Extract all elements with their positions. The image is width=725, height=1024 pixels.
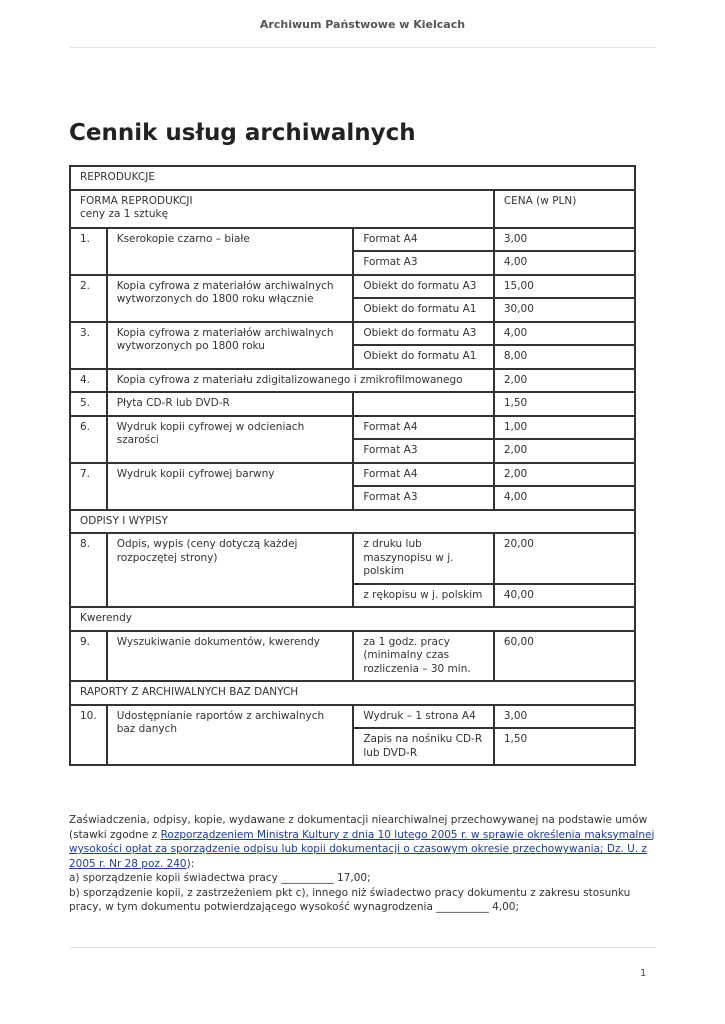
footer-divider	[70, 947, 656, 948]
row-price: 1,00	[494, 416, 635, 440]
document-header: Archiwum Państwowe w Kielcach	[259, 18, 466, 31]
row-description: Płyta CD-R lub DVD-R	[107, 392, 354, 416]
row-option: Obiekt do formatu A3	[353, 275, 494, 299]
section-row	[70, 166, 635, 190]
section-row	[70, 510, 635, 534]
row-option: Obiekt do formatu A1	[353, 298, 494, 322]
table-row	[70, 228, 635, 252]
header-forma-sublabel: ceny za 1 sztukę	[80, 208, 169, 220]
table-row	[70, 275, 635, 299]
section-heading-raporty: RAPORTY Z ARCHIWALNYCH BAZ DANYCH	[70, 681, 635, 705]
row-price: 40,00	[494, 584, 635, 608]
row-number: 4.	[70, 369, 107, 393]
row-description: Wydruk kopii cyfrowej barwny	[107, 463, 354, 510]
table-row	[70, 705, 635, 729]
row-option: Obiekt do formatu A1	[353, 345, 494, 369]
table-header-row	[70, 190, 635, 228]
row-price: 3,00	[494, 705, 635, 729]
row-option: Format A3	[353, 251, 494, 275]
row-option: Obiekt do formatu A3	[353, 322, 494, 346]
page-title: Cennik usług archiwalnych	[69, 120, 416, 146]
row-number: 2.	[70, 275, 107, 322]
row-price: 60,00	[494, 631, 635, 682]
row-price: 1,50	[494, 728, 635, 765]
row-option-empty	[353, 392, 494, 416]
header-cell-forma	[70, 190, 494, 228]
table-row	[70, 369, 635, 393]
row-price: 2,00	[494, 439, 635, 463]
row-option: z druku lub maszynopisu w j. polskim	[353, 533, 494, 584]
header-divider	[70, 47, 656, 48]
section-heading-kwerendy: Kwerendy	[70, 607, 635, 631]
row-number: 5.	[70, 392, 107, 416]
row-description: Udostępnianie raportów z archiwalnych baz danych	[107, 705, 354, 766]
header-cell-cena: CENA (w PLN)	[494, 190, 635, 228]
row-number: 10.	[70, 705, 107, 766]
row-price: 2,00	[494, 463, 635, 487]
note-after-link: ):	[186, 857, 195, 870]
row-description: Kopia cyfrowa z materiałów archiwalnych wytworzonych do 1800 roku włącznie	[107, 275, 354, 322]
row-number: 3.	[70, 322, 107, 369]
table-row	[70, 533, 635, 584]
header-forma-label: FORMA REPRODUKCJI	[80, 194, 193, 207]
note-intro: Zaświadczenia, odpisy, kopie, wydawane z dokumentacji niearchiwalnej przechowywanej na podstawie umów (stawki zgodne z	[69, 814, 648, 841]
row-option: Zapis na nośniku CD-R lub DVD-R	[353, 728, 494, 765]
row-number: 1.	[70, 228, 107, 275]
row-number: 9.	[70, 631, 107, 682]
note-item-b: b) sporządzenie kopii, z zastrzeżeniem pkt c), innego niż świadectwo pracy dokumentu z zakresu stosunku pracy, w tym dokumentu potwierdzającego wysokość wynagrodzenia __________ 4,00;	[69, 886, 631, 913]
row-option: Format A4	[353, 463, 494, 487]
table-row	[70, 631, 635, 682]
row-option: Format A4	[353, 228, 494, 252]
row-price: 3,00	[494, 228, 635, 252]
footnote-paragraph	[69, 813, 657, 915]
table-row	[70, 392, 635, 416]
row-price: 4,00	[494, 251, 635, 275]
row-price: 8,00	[494, 345, 635, 369]
row-option: Format A3	[353, 486, 494, 510]
row-option: z rękopisu w j. polskim	[353, 584, 494, 608]
row-description: Wydruk kopii cyfrowej w odcieniach szarości	[107, 416, 354, 463]
row-number: 7.	[70, 463, 107, 510]
table-row	[70, 322, 635, 346]
row-option: Wydruk – 1 strona A4	[353, 705, 494, 729]
price-table	[69, 165, 636, 766]
row-option: za 1 godz. pracy (minimalny czas rozliczenia – 30 min.	[353, 631, 494, 682]
section-row	[70, 681, 635, 705]
row-price: 20,00	[494, 533, 635, 584]
row-description: Odpis, wypis (ceny dotyczą każdej rozpoczętej strony)	[107, 533, 354, 607]
row-price: 4,00	[494, 486, 635, 510]
row-price: 2,00	[494, 369, 635, 393]
row-price: 1,50	[494, 392, 635, 416]
row-description: Kserokopie czarno – białe	[107, 228, 354, 275]
row-price: 30,00	[494, 298, 635, 322]
row-option: Format A3	[353, 439, 494, 463]
regulation-link[interactable]: Rozporządzeniem Ministra Kultury z dnia 10 lutego 2005 r. w sprawie określenia maksymalnej wysokości opłat za sporządzenie odpisu lub kopii dokumentacji o czasowym okresie przechowywania; Dz. U. z 2005 r. Nr 28 poz. 240	[69, 828, 655, 870]
table-row	[70, 416, 635, 440]
row-number: 6.	[70, 416, 107, 463]
row-description: Kopia cyfrowa z materiału zdigitalizowanego i zmikrofilmowanego	[107, 369, 494, 393]
row-price: 4,00	[494, 322, 635, 346]
row-description: Wyszukiwanie dokumentów, kwerendy	[107, 631, 354, 682]
page-number: 1	[640, 968, 647, 979]
section-heading-odpisy: ODPISY I WYPISY	[70, 510, 635, 534]
row-option: Format A4	[353, 416, 494, 440]
note-item-a: a) sporządzenie kopii świadectwa pracy __________ 17,00;	[69, 872, 371, 884]
table-row	[70, 463, 635, 487]
section-row	[70, 607, 635, 631]
row-price: 15,00	[494, 275, 635, 299]
row-number: 8.	[70, 533, 107, 607]
row-description: Kopia cyfrowa z materiałów archiwalnych wytworzonych po 1800 roku	[107, 322, 354, 369]
section-heading-reprodukcje: REPRODUKCJE	[70, 166, 635, 190]
